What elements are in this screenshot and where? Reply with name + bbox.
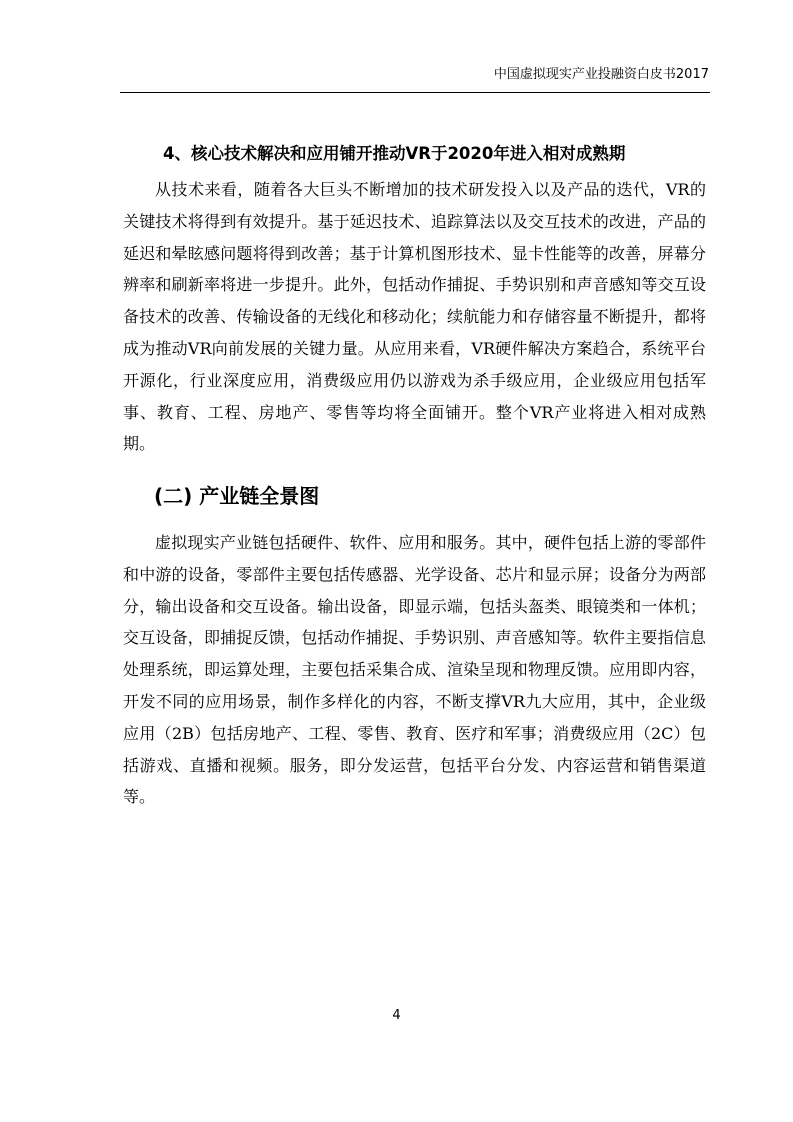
section-heading: 4、核心技术解决和应用铺开推动VR于2020年进入相对成熟期: [163, 144, 626, 163]
page-number: 4: [392, 1008, 401, 1023]
section-paragraph: 从技术来看，随着各大巨头不断增加的技术研发投入以及产品的迭代，VR的关键技术将得到有效提升。基于延迟技术、追踪算法以及交互技术的改进，产品的延迟和晕眩感问题将得到改善；基于计算机图形技术、显卡性能等的改善，屏幕分辨率和刷新率将进一步提升。此外，包括动作捕捉、手势识别和声音感知等交互设备技术的改善、传输设备的无线化和移动化；续航能力和存储容量不断提升，都将成为推动VR向前发展的关键力量。从应用来看，VR硬件解决方案趋合，系统平台开源化，行业深度应用，消费级应用仍以游戏为杀手级应用，企业级应用包括军事、教育、工程、房地产、零售等均将全面铺开。整个VR产业将进入相对成熟期。: [123, 180, 706, 454]
running-header-title: 中国虚拟现实产业投融资白皮书2017: [493, 67, 709, 82]
subsection-paragraph: 虚拟现实产业链包括硬件、软件、应用和服务。其中，硬件包括上游的零部件和中游的设备，零部件主要包括传感器、光学设备、芯片和显示屏；设备分为两部分，输出设备和交互设备。输出设备，即显示端，包括头盔类、眼镜类和一体机；交互设备，即捕捉反馈，包括动作捕捉、手势识别、声音感知等。软件主要指信息处理系统，即运算处理，主要包括采集合成、渲染呈现和物理反馈。应用即内容，开发不同的应用场景，制作多样化的内容，不断支撑VR九大应用，其中，企业级应用（2B）包括房地产、工程、零售、教育、医疗和军事；消费级应用（2C）包括游戏、直播和视频。服务，即分发运营，包括平台分发、内容运营和销售渠道等。: [123, 533, 706, 807]
subsection-heading: (二) 产业链全景图: [154, 484, 320, 508]
header-divider: [120, 92, 710, 93]
